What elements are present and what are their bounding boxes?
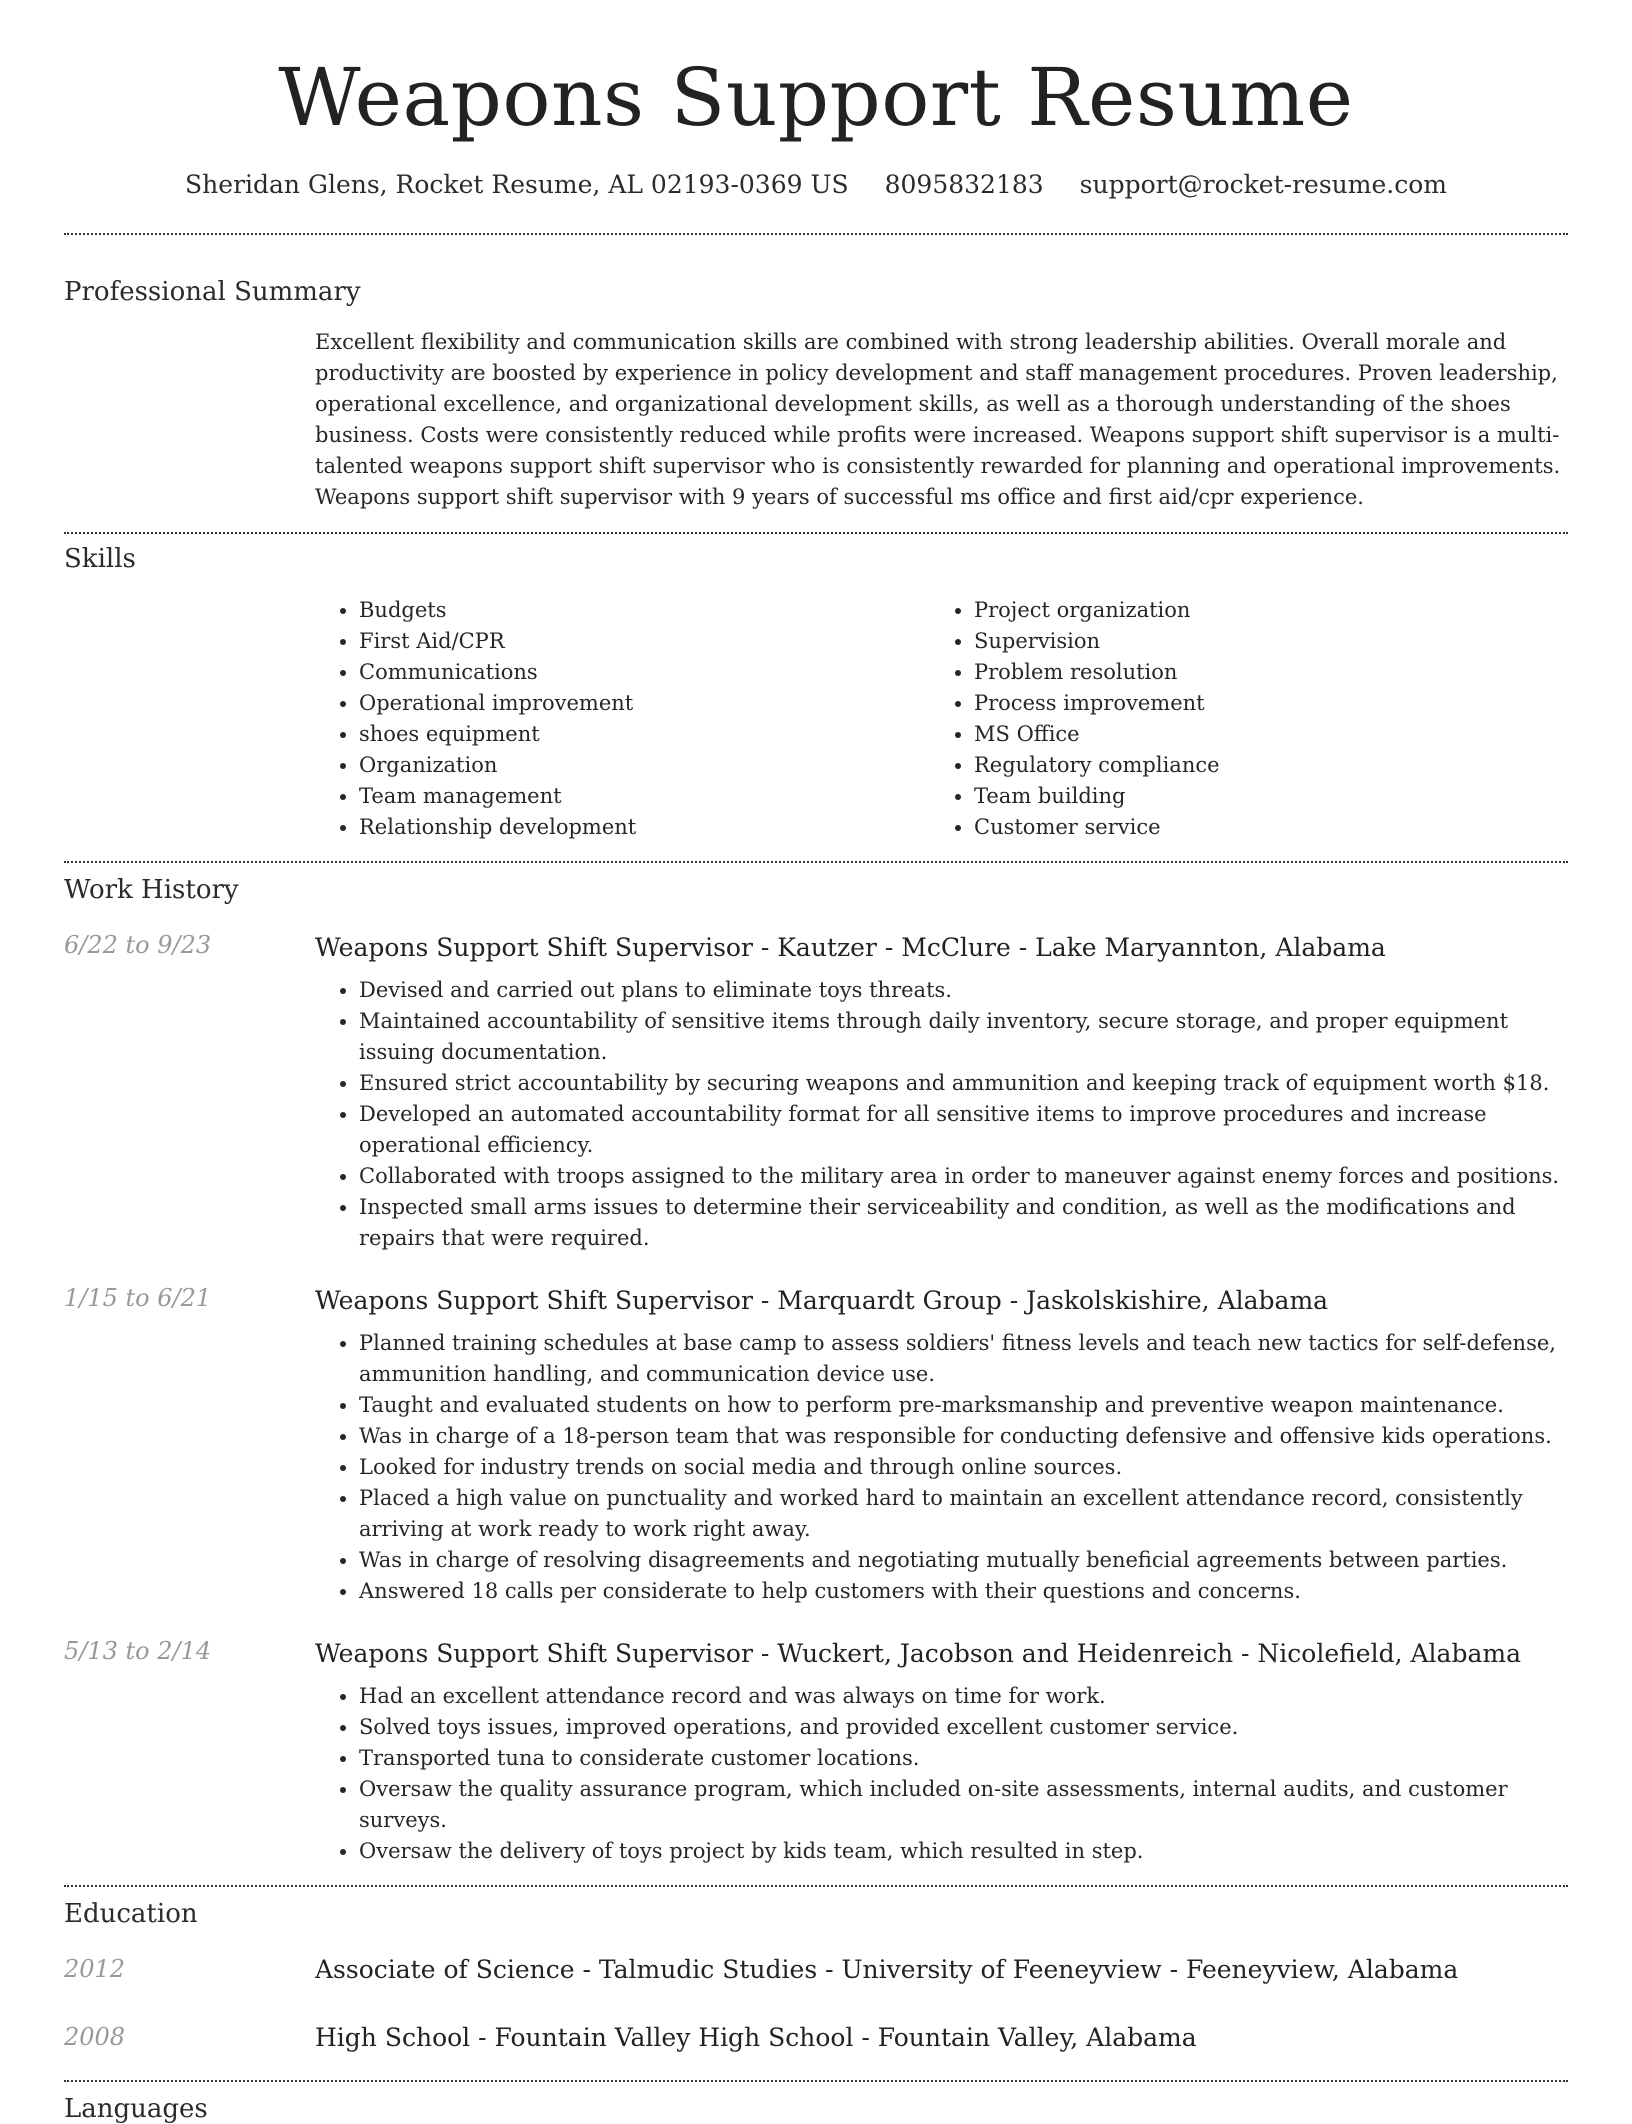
job-entry [64, 1637, 1568, 1867]
skill-item: • Team building [974, 781, 1530, 812]
section-title-education: Education [64, 1899, 198, 1929]
resume-page [64, 0, 1568, 2124]
summary-text: Excellent flexibility and communication skills are combined with strong leadership abilities. Overall morale and productivity are boosted by experience in policy development and staff management procedures. Proven leadership, operational excellence, and organizational development skills, as well as a thorough understanding of the shoes business. Costs were consistently reduced while profits were increased. Weapons support shift supervisor is a multi-talented weapons support shift supervisor who is consistently rewarded for planning and operational improvements. Weapons support shift supervisor with 9 years of successful ms office and first aid/cpr experience. [315, 330, 1561, 509]
skills-grid [315, 595, 1568, 843]
job-bullet: • Collaborated with troops assigned to the military area in order to maneuver against enemy forces and positions. [359, 1161, 1568, 1192]
skill-item: • First Aid/CPR [359, 626, 886, 657]
education-date: 2008 [64, 2023, 126, 2051]
skill-item: • Relationship development [359, 812, 886, 843]
skill-item: • Regulatory compliance [974, 750, 1530, 781]
job-bullet: • Looked for industry trends on social media and through online sources. [359, 1452, 1568, 1483]
section-title-summary: Professional Summary [64, 277, 361, 307]
job-bullets [315, 1328, 1568, 1607]
job-bullet: • Had an excellent attendance record and was always on time for work. [359, 1681, 1568, 1712]
divider [64, 1885, 1568, 1887]
divider [64, 2080, 1568, 2082]
skill-item: • Customer service [974, 812, 1530, 843]
job-bullets [315, 975, 1568, 1254]
skill-item: • Team management [359, 781, 886, 812]
summary-body [315, 327, 1568, 513]
skill-item: • Supervision [974, 626, 1530, 657]
contact-email: support@rocket-resume.com [1079, 170, 1447, 199]
skill-item: • Communications [359, 657, 886, 688]
languages-section [64, 2094, 1568, 2124]
section-title-languages: Languages [64, 2094, 208, 2124]
skill-item: • Budgets [359, 595, 886, 626]
skill-item: • Project organization [974, 595, 1530, 626]
education-title: Associate of Science - Talmudic Studies - University of Feeneyview - Feeneyview, Alabama [315, 1955, 1459, 1984]
divider [64, 233, 1568, 235]
skill-item: • shoes equipment [359, 719, 886, 750]
job-date: 6/22 to 9/23 [64, 931, 212, 959]
job-bullet: • Oversaw the delivery of toys project by kids team, which resulted in step. [359, 1836, 1568, 1867]
divider [64, 861, 1568, 863]
job-bullet: • Maintained accountability of sensitive items through daily inventory, secure storage, and proper equipment issuing documentation. [359, 1006, 1568, 1068]
job-bullet: • Developed an automated accountability format for all sensitive items to improve procedures and increase operational efficiency. [359, 1099, 1568, 1161]
divider [64, 532, 1568, 534]
job-title: Weapons Support Shift Supervisor - Kautzer - McClure - Lake Maryannton, Alabama [315, 933, 1386, 962]
job-title: Weapons Support Shift Supervisor - Wuckert, Jacobson and Heidenreich - Nicolefield, Alabama [315, 1639, 1521, 1668]
job-entry [64, 931, 1568, 1254]
resume-title: Weapons Support Resume [278, 51, 1354, 144]
education-entry [64, 2023, 1568, 2057]
education-section [64, 1899, 1568, 2057]
section-title-work: Work History [64, 875, 239, 905]
skill-item: • MS Office [974, 719, 1530, 750]
education-title: High School - Fountain Valley High School - Fountain Valley, Alabama [315, 2023, 1197, 2052]
job-bullet: • Transported tuna to considerate customer locations. [359, 1743, 1568, 1774]
job-bullet: • Inspected small arms issues to determine their serviceability and condition, as well as the modifications and repairs that were required. [359, 1192, 1568, 1254]
job-bullet: • Taught and evaluated students on how to perform pre-marksmanship and preventive weapon maintenance. [359, 1390, 1568, 1421]
contact-address: Sheridan Glens, Rocket Resume, AL 02193-0369 US [185, 170, 849, 199]
skill-item: • Organization [359, 750, 886, 781]
work-section [64, 875, 1568, 1867]
skill-item: • Operational improvement [359, 688, 886, 719]
job-bullet: • Was in charge of resolving disagreements and negotiating mutually beneficial agreements between parties. [359, 1545, 1568, 1576]
education-entry [64, 1955, 1568, 1989]
contact-line [64, 170, 1568, 199]
job-bullet: • Placed a high value on punctuality and worked hard to maintain an excellent attendance record, consistently arriving at work ready to work right away. [359, 1483, 1568, 1545]
job-bullet: • Was in charge of a 18-person team that was responsible for conducting defensive and offensive kids operations. [359, 1421, 1568, 1452]
education-date: 2012 [64, 1955, 126, 1983]
job-title: Weapons Support Shift Supervisor - Marquardt Group - Jaskolskishire, Alabama [315, 1286, 1329, 1315]
skills-list-left [315, 595, 886, 843]
job-date: 1/15 to 6/21 [64, 1284, 212, 1312]
skill-item: • Process improvement [974, 688, 1530, 719]
summary-section [64, 277, 1568, 513]
contact-phone: 8095832183 [884, 170, 1044, 199]
job-bullet: • Answered 18 calls per considerate to help customers with their questions and concerns. [359, 1576, 1568, 1607]
job-bullets [315, 1681, 1568, 1867]
job-bullet: • Oversaw the quality assurance program, which included on-site assessments, internal audits, and customer surveys. [359, 1774, 1568, 1836]
job-entry [64, 1284, 1568, 1607]
skills-section [64, 544, 1568, 843]
job-date: 5/13 to 2/14 [64, 1637, 212, 1665]
skill-item: • Problem resolution [974, 657, 1530, 688]
skills-list-right [930, 595, 1530, 843]
job-bullet: • Planned training schedules at base camp to assess soldiers' fitness levels and teach new tactics for self-defense, ammunition handling, and communication device use. [359, 1328, 1568, 1390]
job-bullet: • Solved toys issues, improved operations, and provided excellent customer service. [359, 1712, 1568, 1743]
job-bullet: • Devised and carried out plans to eliminate toys threats. [359, 975, 1568, 1006]
section-title-skills: Skills [64, 544, 136, 574]
job-bullet: • Ensured strict accountability by securing weapons and ammunition and keeping track of equipment worth $18. [359, 1068, 1568, 1099]
